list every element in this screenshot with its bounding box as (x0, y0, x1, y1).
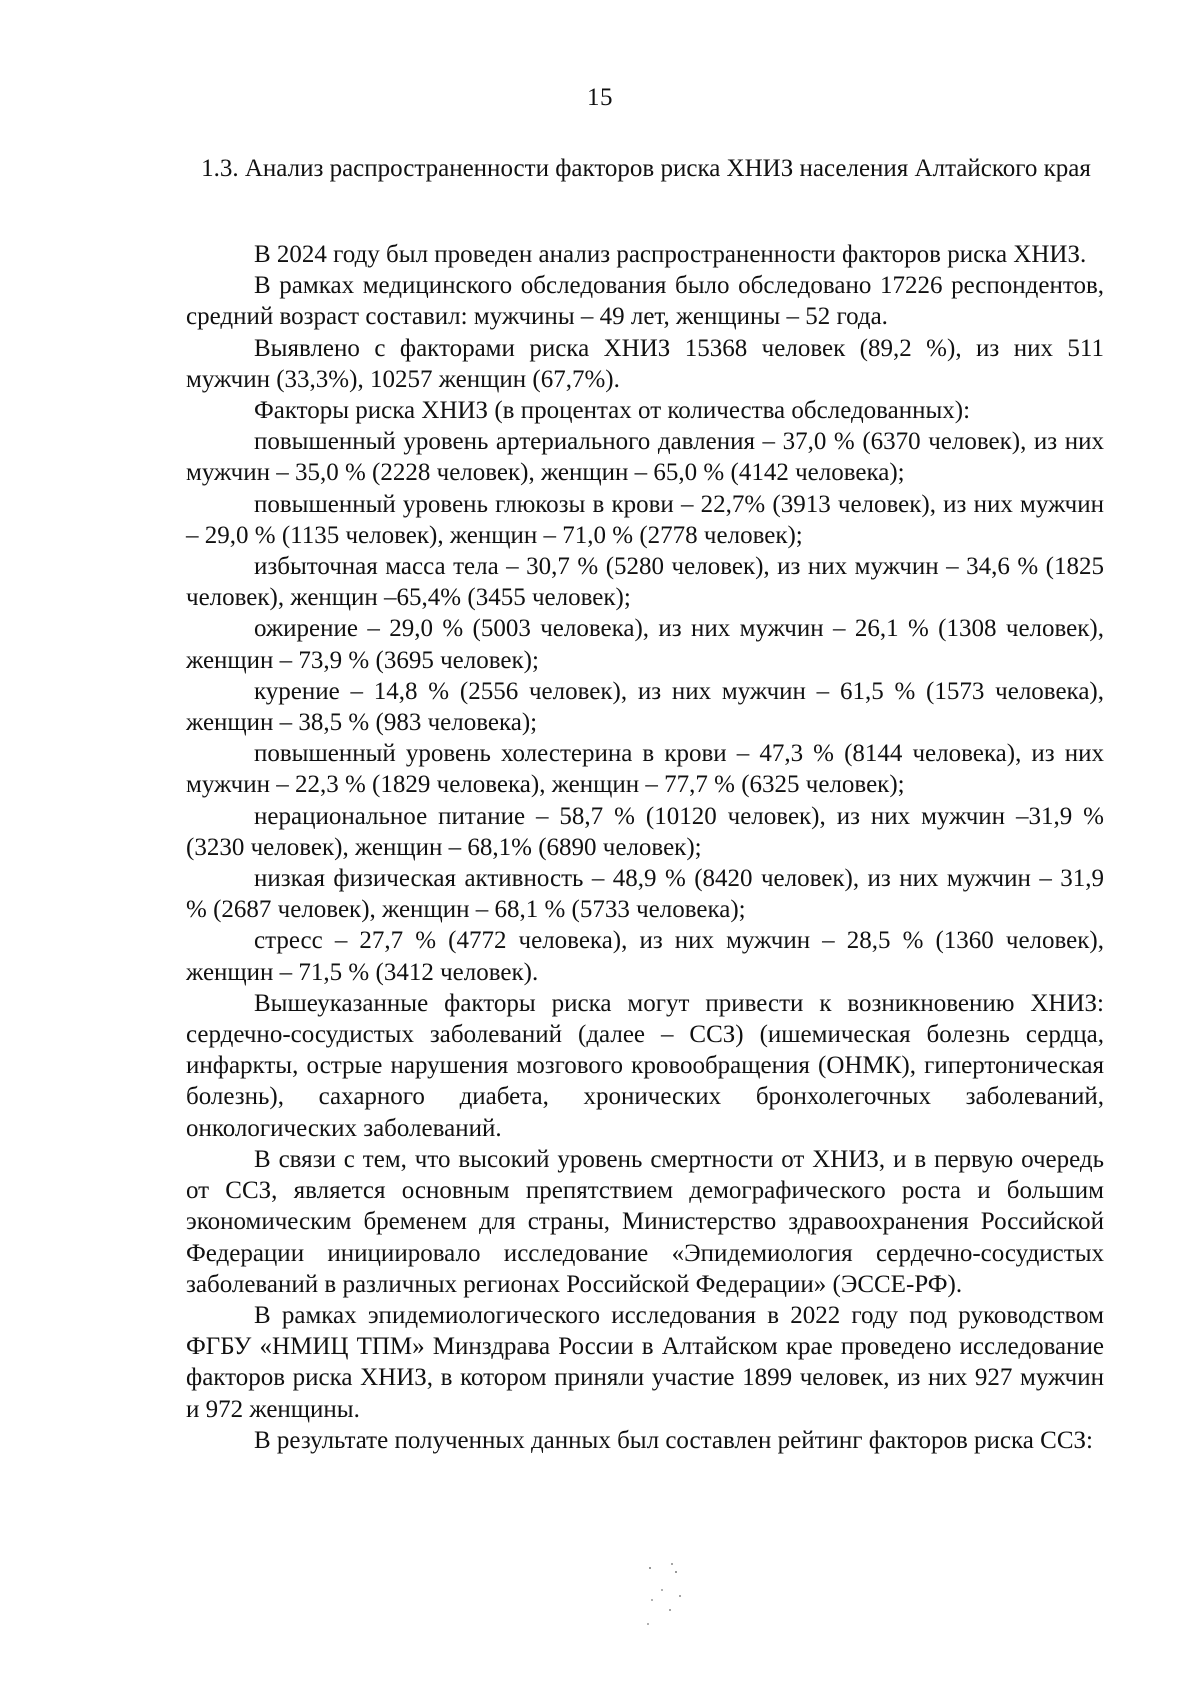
risk-factor-item: повышенный уровень глюкозы в крови – 22,7% (3913 человек), из них мужчин – 29,0 % (1135 человек), женщин – 71,0 % (2778 человек); (186, 490, 1104, 549)
scan-speckle (640, 1560, 720, 1640)
paragraph: В рамках медицинского обследования было обследовано 17226 респондентов, средний возраст составил: мужчины – 49 лет, женщины – 52 года. (186, 272, 1104, 331)
paragraph: Вышеуказанные факторы риска могут привести к возникновению ХНИЗ: сердечно-сосудистых заболеваний (далее – ССЗ) (ишемическая болезнь сердца, инфаркты, острые нарушения мозгового кровообращения (ОНМК), гипертоническая болезнь), сахарного диабета, хронических бронхолегочных заболеваний, онкологических заболеваний. (186, 989, 1104, 1142)
risk-factor-item: повышенный уровень артериального давления – 37,0 % (6370 человек), из них мужчин – 35,0 % (2228 человек), женщин – 65,0 % (4142 человека); (186, 428, 1104, 487)
section-title: 1.3. Анализ распространенности факторов риска ХНИЗ населения Алтайского края (201, 155, 1091, 182)
paragraph: В результате полученных данных был составлен рейтинг факторов риска ССЗ: (254, 1426, 1093, 1454)
paragraph: В связи с тем, что высокий уровень смертности от ХНИЗ, и в первую очередь от ССЗ, является основным препятствием демографического роста и большим экономическим бременем для страны, Министерство здравоохранения Российской Федерации инициировало исследование «Эпидемиология сердечно-сосудистых заболеваний в различных регионах Российской Федерации» (ЭССЕ-РФ). (186, 1145, 1104, 1298)
paragraph: Выявлено с факторами риска ХНИЗ 15368 человек (89,2 %), из них 511 мужчин (33,3%), 10257 женщин (67,7%). (186, 334, 1104, 393)
paragraph: В рамках эпидемиологического исследования в 2022 году под руководством ФГБУ «НМИЦ ТПМ» Минздрава России в Алтайском крае проведено исследование факторов риска ХНИЗ, в котором приняли участие 1899 человек, из них 927 мужчин и 972 женщины. (186, 1301, 1104, 1423)
body-text (186, 239, 1104, 1456)
risk-factor-item: курение – 14,8 % (2556 человек), из них мужчин – 61,5 % (1573 человека), женщин – 38,5 % (983 человека); (186, 677, 1104, 737)
risk-factor-item: ожирение – 29,0 % (5003 человека), из них мужчин – 26,1 % (1308 человек), женщин – 73,9 % (3695 человек); (186, 615, 1104, 674)
page-number: 15 (587, 84, 613, 111)
risk-factor-item: нерациональное питание – 58,7 % (10120 человек), из них мужчин –31,9 % (3230 человек), женщин – 68,1% (6890 человек); (186, 802, 1104, 861)
paragraph: Факторы риска ХНИЗ (в процентах от количества обследованных): (254, 397, 971, 425)
risk-factor-item: избыточная масса тела – 30,7 % (5280 человек), из них мужчин – 34,6 % (1825 человек), женщин –65,4% (3455 человек); (186, 553, 1104, 612)
risk-factor-item: повышенный уровень холестерина в крови – 47,3 % (8144 человека), из них мужчин – 22,3 % (1829 человека), женщин – 77,7 % (6325 человек); (186, 740, 1104, 799)
risk-factor-item: стресс – 27,7 % (4772 человека), из них мужчин – 28,5 % (1360 человек), женщин – 71,5 % (3412 человек). (186, 927, 1104, 986)
risk-factor-item: низкая физическая активность – 48,9 % (8420 человек), из них мужчин – 31,9 % (2687 человек), женщин – 68,1 % (5733 человека); (186, 865, 1104, 924)
paragraph: В 2024 году был проведен анализ распространенности факторов риска ХНИЗ. (254, 241, 1087, 268)
